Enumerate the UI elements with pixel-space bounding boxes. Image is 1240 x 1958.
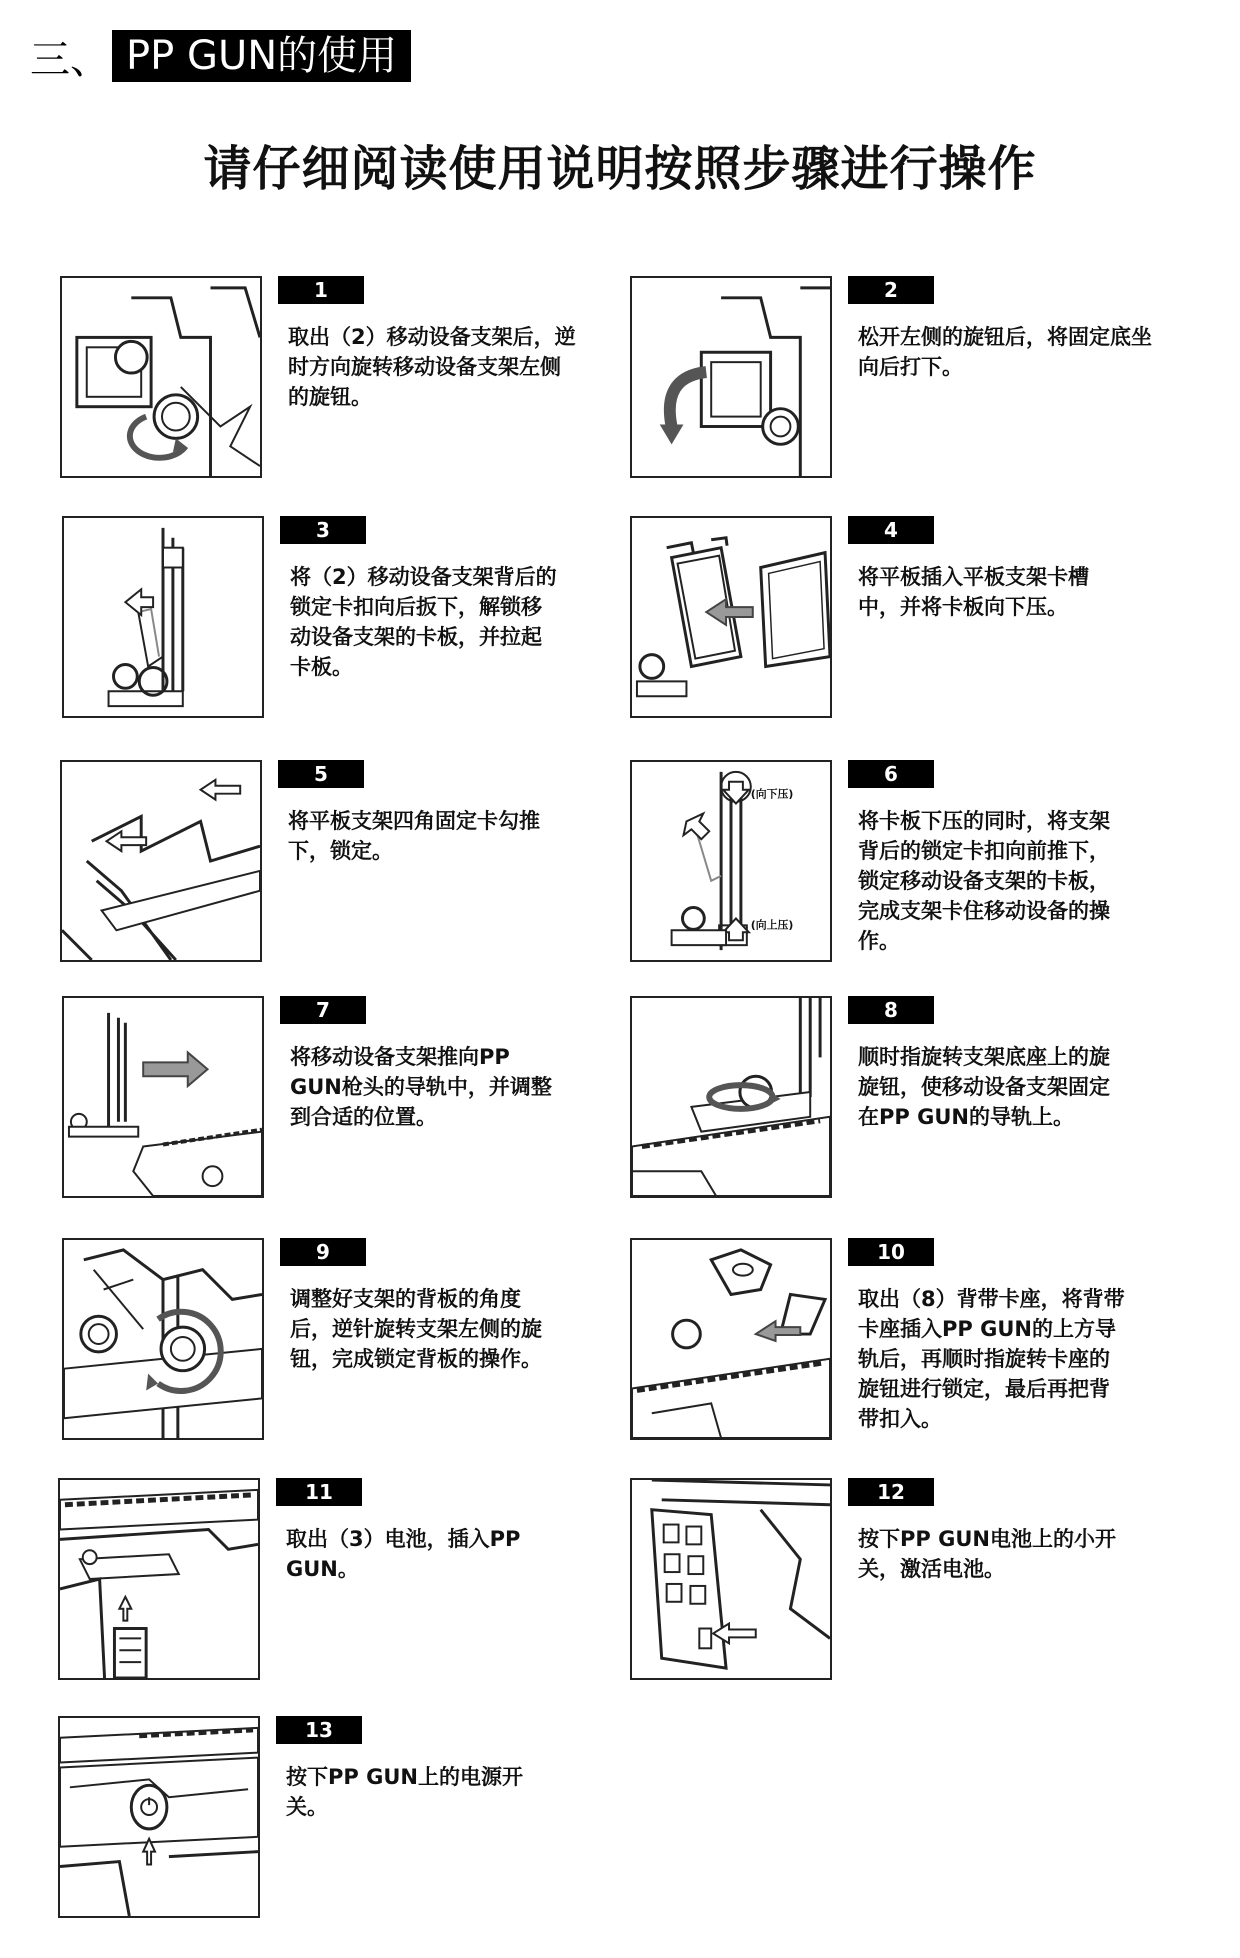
step-number-badge: 13 — [276, 1716, 362, 1744]
instructions-subtitle: 请仔细阅读使用说明按照步骤进行操作 — [203, 141, 1037, 197]
step-description: 取出（3）电池，插入PP GUN。 — [286, 1527, 521, 1581]
step-number-badge: 9 — [280, 1238, 366, 1266]
step-12 — [630, 1478, 1230, 1688]
step-13 — [58, 1716, 658, 1926]
strap-mount-icon — [630, 1238, 832, 1440]
step-number-badge: 2 — [848, 276, 934, 304]
step-description: 松开左侧的旋钮后，将固定底坐 向后打下。 — [858, 325, 1152, 379]
step-8 — [630, 996, 1230, 1206]
press-lock-clip-icon — [630, 760, 832, 962]
step-number-badge: 1 — [278, 276, 364, 304]
step-number-badge: 11 — [276, 1478, 362, 1506]
step-2 — [630, 276, 1230, 486]
step-9 — [62, 1238, 662, 1448]
step-4 — [630, 516, 1230, 726]
knock-down-base-icon — [630, 276, 832, 478]
power-button-icon — [58, 1716, 260, 1918]
press-up-label: (向上压) — [750, 918, 794, 932]
step-1 — [60, 276, 660, 486]
step-number-badge: 4 — [848, 516, 934, 544]
step-5 — [60, 760, 660, 970]
step-description: 将平板支架四角固定卡勾推 下，锁定。 — [288, 809, 540, 863]
tighten-base-knob-icon — [630, 996, 832, 1198]
step-description: 将（2）移动设备支架背后的 锁定卡扣向后扳下，解锁移 动设备支架的卡板，并拉起 卡板。 — [290, 565, 557, 679]
rotate-knob-icon — [60, 276, 262, 478]
push-corner-hooks-icon — [60, 760, 262, 962]
step-description: 取出（8）背带卡座，将背带 卡座插入PP GUN的上方导 轨后，再顺时指旋转卡座的 旋钮进行锁定，最后再把背 带扣入。 — [858, 1287, 1125, 1431]
section-number: 三、 — [30, 36, 110, 83]
step-description: 将卡板下压的同时，将支架 背后的锁定卡扣向前推下， 锁定移动设备支架的卡板， 完成支架卡住移动设备的操 作。 — [858, 809, 1110, 953]
step-11 — [58, 1478, 658, 1688]
slide-to-rail-icon — [62, 996, 264, 1198]
step-description: 按下PP GUN上的电源开 关。 — [286, 1765, 523, 1819]
step-description: 调整好支架的背板的角度 后，逆针旋转支架左侧的旋 钮，完成锁定背板的操作。 — [290, 1287, 542, 1371]
lock-backplate-icon — [62, 1238, 264, 1440]
section-heading — [30, 30, 411, 82]
step-6 — [630, 760, 1230, 970]
step-number-badge: 12 — [848, 1478, 934, 1506]
step-description: 按下PP GUN电池上的小开 关，激活电池。 — [858, 1527, 1116, 1581]
step-description: 取出（2）移动设备支架后，逆 时方向旋转移动设备支架左侧 的旋钮。 — [288, 325, 576, 409]
press-down-label: (向下压) — [750, 787, 794, 801]
step-number-badge: 5 — [278, 760, 364, 788]
step-description: 将移动设备支架推向PP GUN枪头的导轨中，并调整 到合适的位置。 — [290, 1045, 552, 1129]
step-description: 将平板插入平板支架卡槽 中，并将卡板向下压。 — [858, 565, 1089, 619]
step-number-badge: 8 — [848, 996, 934, 1024]
battery-switch-icon — [630, 1478, 832, 1680]
step-number-badge: 6 — [848, 760, 934, 788]
step-number-badge: 3 — [280, 516, 366, 544]
step-3 — [62, 516, 662, 726]
step-7 — [62, 996, 662, 1206]
section-title: PP GUN的使用 — [112, 30, 411, 82]
step-description: 顺时指旋转支架底座上的旋 旋钮，使移动设备支架固定 在PP GUN的导轨上。 — [858, 1045, 1110, 1129]
step-10 — [630, 1238, 1230, 1448]
step-number-badge: 7 — [280, 996, 366, 1024]
insert-tablet-icon — [630, 516, 832, 718]
unlock-clip-icon — [62, 516, 264, 718]
insert-battery-icon — [58, 1478, 260, 1680]
step-number-badge: 10 — [848, 1238, 934, 1266]
